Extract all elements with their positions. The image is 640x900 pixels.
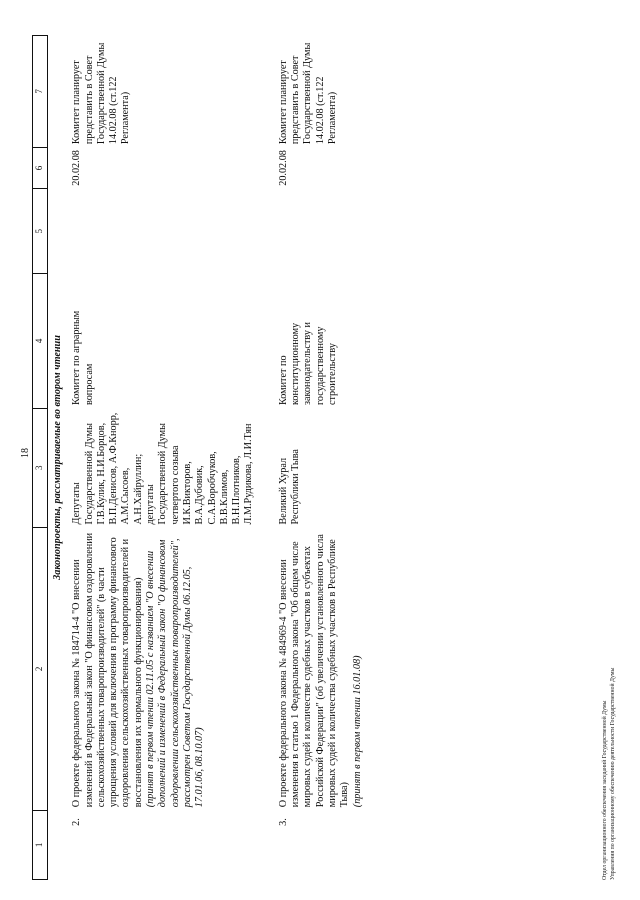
footer (601, 668, 617, 880)
page-number: 18 (20, 448, 31, 458)
header-col-7: 7 (33, 36, 48, 148)
row-number: 2. (71, 818, 83, 826)
remark-cell: Комитет планирует представить в Совет Государственной Думы 14.02.08 (ст.122 Регламента) (71, 42, 132, 145)
header-col-4: 4 (33, 274, 48, 408)
bill-description (69, 528, 255, 811)
table-row (69, 36, 255, 880)
row-number: 3. (277, 818, 289, 826)
initiators: Депутаты Государственной Думы Г.В.Кулик, Н.И.Борцов, В.П.Денисов, А.Ф.Кнорр, А.М.Сысоев, А.Н.Хайруллин; депутаты Государственной Думы четвертого созыва И.К.Викторов, В.А.Дубовик, С.А.Воробчуков, В.В.Климов, В.Н.Плотников, Л.М.Рудикова, Л.И.Тян (71, 412, 255, 525)
footer-line-2: Управления по организационному обеспечению деятельности Государственной Думы (610, 667, 616, 880)
header-col-5: 5 (33, 189, 48, 274)
bill-description (276, 528, 364, 811)
bill-title: О проекте федерального закона № 184714-4 "О внесении изменений в Федеральный закон "О финансовом оздоровлении сельскохозяйственных товаропроизводителей" (в части упрощения условий для включения в программу финансового оздоровления сельскохозяйственных товаропроизводителей и восстановления их нормального функционирования) (71, 532, 144, 808)
committee: Комитет по конституционному законодательству и государственному строительству (277, 322, 338, 406)
date-cell: 20.02.08 (71, 150, 83, 186)
initiators: Великий Хурал Республики Тыва (277, 449, 302, 525)
table-row (276, 36, 364, 880)
col5-cell (69, 189, 255, 274)
bill-title: О проекте федерального закона № 484969-4 "О внесении изменения в статью 1 Федерального закона "Об общем числе мировых судей и количестве судебных участков в субъектах Российской Федерации" (об увеличении установленного числа мировых судей и количества судебных участков в Республике Тыва) (277, 534, 351, 808)
bill-note: (принят в первом чтении 16.01.08) (351, 655, 363, 808)
header-col-6: 6 (33, 147, 48, 189)
committee: Комитет по аграрным вопросам (71, 310, 95, 406)
col5-cell (276, 189, 364, 274)
section-title: Законопроекты, рассматриваемые во втором чтении (52, 335, 63, 580)
footer-line-1: Отдел организационного обеспечения заседаний Государственной Думы (602, 700, 608, 880)
remark-cell: Комитет планирует представить в Совет Государственной Думы 14.02.08 (ст.122 Регламента) (277, 42, 338, 145)
header-col-1: 1 (33, 810, 48, 879)
date-cell: 20.02.08 (277, 150, 289, 186)
header-col-3: 3 (33, 408, 48, 527)
agenda-table (32, 35, 364, 880)
header-col-2: 2 (33, 528, 48, 811)
bill-note: (принят в первом чтении 02.11.05 с названием "О внесении дополнений и изменений в Федеральный закон "О финансовом оздоровлении сельскохозяйственных товаропроизводителей", рассмотрен Советом Государственной Думы 06.12.05, 17.01.06, 08.10.07) (145, 538, 206, 808)
header-row (33, 36, 48, 880)
